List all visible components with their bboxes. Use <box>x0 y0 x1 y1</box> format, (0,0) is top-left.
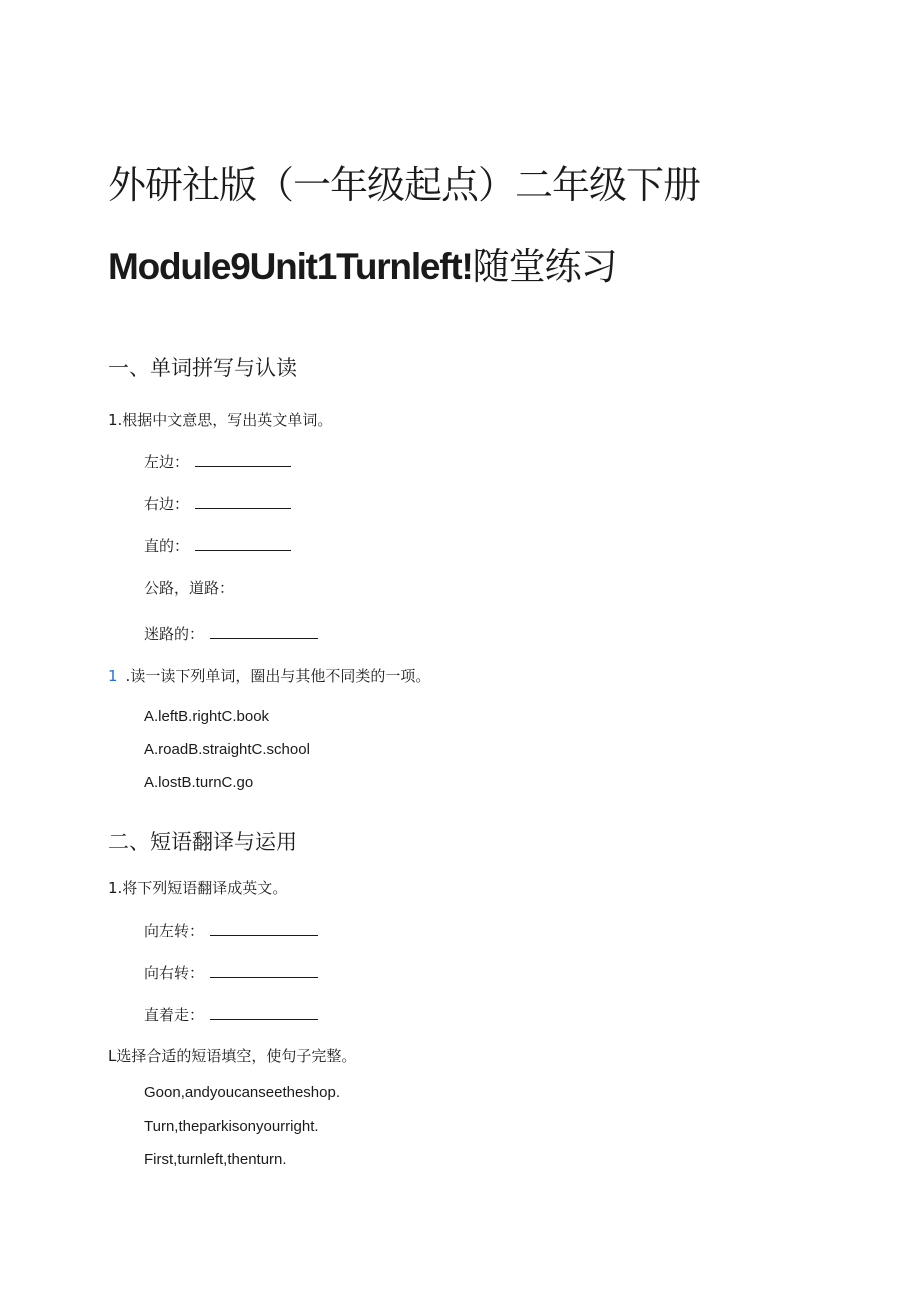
word-label: 迷路的： <box>144 625 205 643</box>
word-label: 右边： <box>144 495 190 513</box>
answer-blank[interactable] <box>195 494 291 509</box>
question-prompt: 1.根据中文意思，写出英文单词。 <box>108 411 333 429</box>
word-item <box>144 535 291 557</box>
question-prompt: L选择合适的短语填空，使句子完整。 <box>108 1047 357 1065</box>
answer-blank[interactable] <box>210 963 318 978</box>
word-item <box>144 493 291 515</box>
option-row: A.leftB.rightC.book <box>144 708 270 725</box>
answer-blank[interactable] <box>195 536 291 551</box>
word-item <box>144 451 291 473</box>
phrase-item <box>144 920 318 942</box>
sentence-row: Turn,theparkisonyourright. <box>144 1118 319 1135</box>
option-row: A.roadB.straightC.school <box>144 741 310 758</box>
option-row: A.lostB.turnC.go <box>144 774 254 791</box>
title-practice-text: 随堂练习 <box>472 245 617 288</box>
answer-blank[interactable] <box>210 1005 318 1020</box>
title-line-2 <box>108 242 617 292</box>
question-text: .读一读下列单词，圈出与其他不同类的一项。 <box>125 667 431 685</box>
question-prompt <box>108 665 430 687</box>
title-line-1: 外研社版（一年级起点）二年级下册 <box>108 163 701 207</box>
word-label: 公路，道路： <box>144 579 235 597</box>
phrase-label: 向左转： <box>144 922 205 940</box>
title-module-text: Module9Unit1Turnleft! <box>108 246 473 287</box>
phrase-label: 直着走： <box>144 1006 205 1024</box>
word-item <box>144 623 318 645</box>
question-prompt: 1.将下列短语翻译成英文。 <box>108 879 288 897</box>
word-label: 直的： <box>144 537 190 555</box>
word-item <box>144 577 234 599</box>
sentence-row: Goon,andyoucanseetheshop. <box>144 1084 340 1101</box>
section-heading-2: 二、短语翻译与运用 <box>108 830 297 854</box>
question-number: 1 <box>108 667 118 685</box>
phrase-label: 向右转： <box>144 964 205 982</box>
sentence-row: First,turnleft,thenturn. <box>144 1151 287 1168</box>
section-heading-1: 一、单词拼写与认读 <box>108 356 297 380</box>
answer-blank[interactable] <box>210 921 318 936</box>
word-label: 左边： <box>144 453 190 471</box>
phrase-item <box>144 962 318 984</box>
answer-blank[interactable] <box>210 624 318 639</box>
phrase-item <box>144 1004 318 1026</box>
answer-blank[interactable] <box>195 452 291 467</box>
